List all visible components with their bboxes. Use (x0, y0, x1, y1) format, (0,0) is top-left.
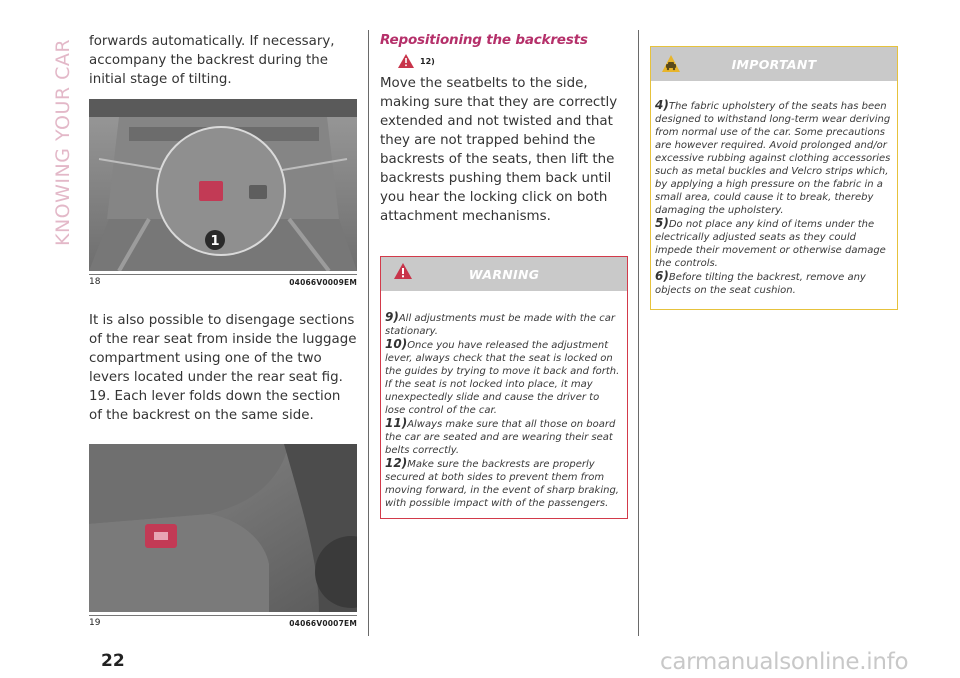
item-text: Always make sure that all those on board the car are seated and are wearing their seat belts correctly. (385, 419, 616, 456)
item-text: The fabric upholstery of the seats has been designed to withstand long-term wear deriving from normal use of the car. Some precautions are however required. Avoid prolonged and/or excessive rubbing against clothing accessories such as metal buckles and Velcro strips which, by applying a high pressure on the fabric in a small area, could cause it to break, thereby damaging the upholstery. (655, 101, 891, 216)
important-item (655, 270, 892, 297)
figure-18-code: 04066V0009EM (289, 277, 357, 287)
warning-triangle-icon (398, 54, 414, 68)
column-divider-2 (638, 30, 639, 636)
item-text: Before tilting the backrest, remove any objects on the seat cushion. (655, 272, 866, 296)
figure-18-callout: 1 (210, 234, 220, 249)
figure-18-number: 18 (89, 277, 101, 287)
warning-item (385, 457, 622, 510)
item-number: 10) (385, 337, 408, 351)
important-title: IMPORTANT (731, 56, 817, 72)
column-2 (380, 30, 628, 519)
item-number: 11) (385, 416, 408, 430)
section-heading: Repositioning the backrests (380, 32, 588, 48)
intro-text: forwards automatically. If necessary, accompany the backrest during the initial stage of tilting. (89, 34, 335, 87)
column-3 (650, 46, 898, 310)
figure-18-caption (89, 274, 357, 287)
rear-seat-lever-illustration (89, 444, 357, 612)
warning-triangle-icon (394, 263, 412, 279)
figure-19-image (89, 444, 357, 612)
warning-item (385, 417, 622, 457)
item-text: Once you have released the adjustment lever, always check that the seat is locked on the guides by trying to move it back and forth. If the seat is not locked into place, it may unexpectedly slide and cause the driver to lose control of the car. (385, 340, 620, 416)
item-number: 5) (655, 216, 669, 230)
important-box (650, 46, 898, 310)
warning-header (381, 257, 627, 291)
item-number: 12) (385, 456, 408, 470)
reference-number: 12) (420, 56, 435, 66)
item-number: 9) (385, 310, 399, 324)
important-body (651, 81, 897, 309)
watermark-text: carmanualsonline.info (660, 649, 909, 675)
figure-19-code: 04066V0007EM (289, 618, 357, 628)
section-title-vertical: KNOWING YOUR CAR (52, 38, 74, 246)
car-hazard-icon (661, 54, 681, 74)
figure-19-caption (89, 615, 357, 628)
luggage-compartment-illustration (89, 99, 357, 271)
body-text: Move the seatbelts to the side, making sure that they are correctly extended and not twisted and that they are not trapped behind the backrests of the seats, then lift the backrests pushing them back until you hear the locking click on both attachment mechanisms. (380, 76, 618, 224)
item-text: All adjustments must be made with the car stationary. (385, 313, 616, 337)
important-item (655, 99, 892, 217)
warning-title: WARNING (468, 266, 540, 282)
warning-item (385, 338, 622, 417)
figure-18-image (89, 99, 357, 271)
item-text: Make sure the backrests are properly secured at both sides to prevent them from moving forward, in the event of sharp braking, with possible impact with of the passengers. (385, 459, 619, 509)
item-number: 6) (655, 269, 669, 283)
warning-box (380, 256, 628, 519)
page-number: 22 (101, 651, 125, 671)
column-1 (89, 30, 357, 628)
warning-item (385, 311, 622, 338)
item-text: Do not place any kind of items under the electrically adjusted seats as they could impede their movement or otherwise damage the controls. (655, 219, 886, 269)
important-header (651, 47, 897, 81)
body-text: It is also possible to disengage sections of the rear seat from inside the luggage compartment using one of the two levers located under the rear seat fig. 19. Each lever folds down the section of the backrest on the same side. (89, 313, 357, 423)
important-item (655, 217, 892, 270)
warning-body (381, 291, 627, 518)
item-number: 4) (655, 98, 669, 112)
warning-reference (398, 54, 628, 68)
figure-19-number: 19 (89, 618, 101, 628)
column-divider-1 (368, 30, 369, 636)
